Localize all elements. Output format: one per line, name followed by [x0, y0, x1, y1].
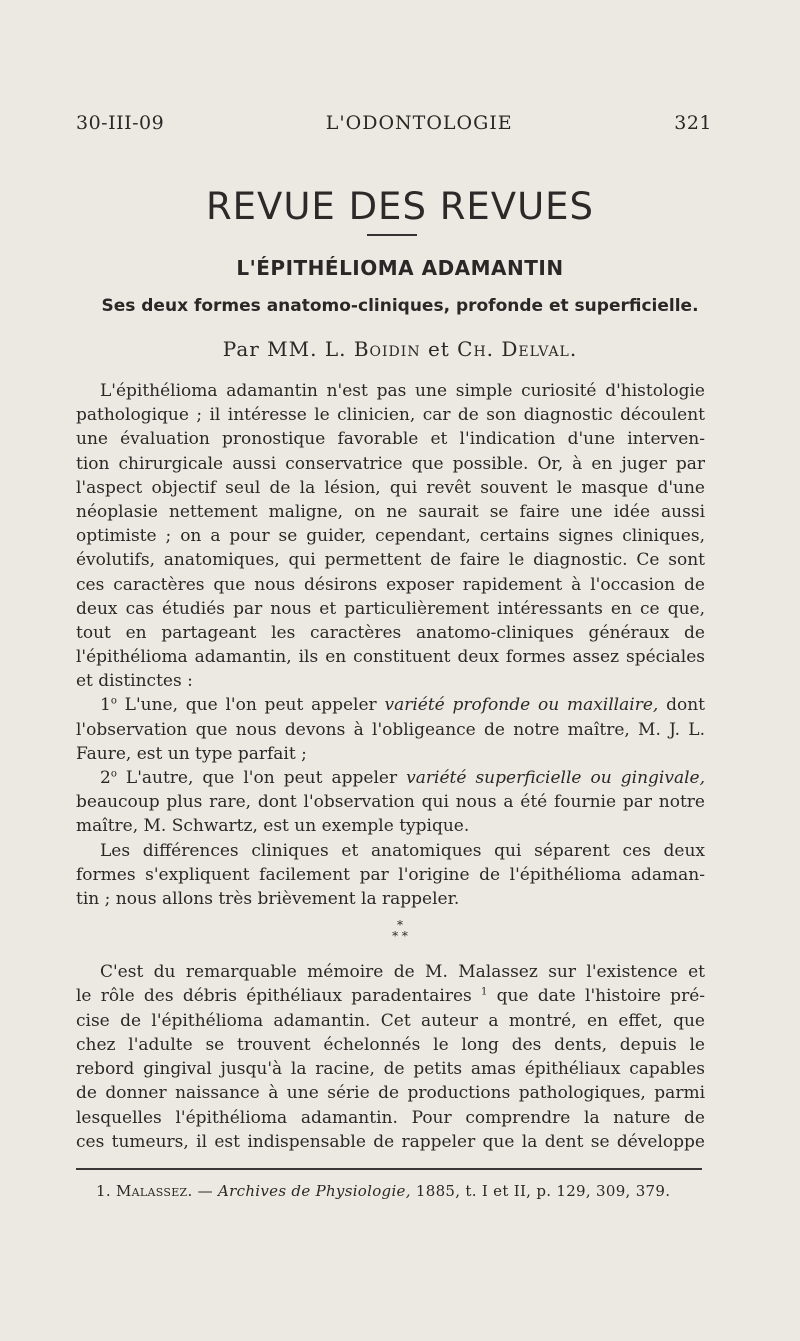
- footnote: [96, 1182, 705, 1200]
- text-line: pathologique ; il intéresse le clinicien, car de son diagnostic découlent: [76, 405, 705, 426]
- running-header: [76, 112, 712, 134]
- asterisk-top: *: [397, 918, 403, 932]
- title-divider: [367, 234, 417, 236]
- author-delval: Ch. Delval.: [457, 337, 578, 361]
- section-separator: [0, 920, 800, 942]
- text-line: tion chirurgicale aussi conservatrice que possible. Or, à en juger par: [76, 453, 705, 474]
- author-boidin: L. Boidin: [324, 337, 421, 361]
- footnote-author: Malassez.: [116, 1182, 193, 1200]
- asterisk-bottom: * *: [392, 929, 408, 943]
- text-line: une évaluation pronostique favorable et l'indication d'une interven-: [76, 429, 705, 450]
- issue-date: 30-III-09: [76, 112, 165, 134]
- text-line: optimiste ; on a pour se guider, cependant, certains signes cliniques,: [76, 526, 705, 547]
- article-subheading: Ses deux formes anatomo-cliniques, profonde et superficielle.: [101, 296, 699, 316]
- text-line: ces tumeurs, il est indispensable de rappeler que la dent se développe: [76, 1132, 705, 1153]
- text-line: et distinctes :: [76, 671, 193, 692]
- text-line: L'épithélioma adamantin n'est pas une simple curiosité d'histologie: [100, 381, 705, 401]
- section-title: REVUE DES REVUES: [205, 185, 595, 228]
- page-number: 321: [674, 112, 712, 134]
- text-line: évolutifs, anatomiques, qui permettent de faire le diagnostic. Ce sont: [76, 550, 705, 571]
- text-line: beaucoup plus rare, dont l'observation qui nous a été fournie par notre: [76, 792, 705, 813]
- text-line: Les différences cliniques et anatomiques qui séparent ces deux: [100, 840, 705, 861]
- article-authors: [0, 337, 800, 361]
- text-line: l'observation que nous devons à l'obligeance de notre maître, M. J. L.: [76, 719, 705, 740]
- text-line: lesquelles l'épithélioma adamantin. Pour comprendre la nature de: [76, 1107, 705, 1128]
- text-line: l'épithélioma adamantin, ils en constituent deux formes assez spéciales: [76, 647, 705, 668]
- footnote-divider: [76, 1168, 702, 1170]
- footnote-details: 1885, t. I et II, p. 129, 309, 379.: [415, 1182, 671, 1200]
- text-line: tout en partageant les caractères anatomo-cliniques généraux de: [76, 622, 705, 643]
- footnote-number: 1.: [96, 1182, 111, 1200]
- text-line-with-footnote: le rôle des débris épithéliaux paradentaires $^1$ que date l'histoire pré-: [76, 986, 705, 1007]
- text-line: Faure, est un type parfait ;: [76, 743, 307, 764]
- authors-conjunction: et: [427, 337, 450, 361]
- text-line: néoplasie nettement maligne, on ne saurait se faire une idée aussi: [76, 501, 705, 522]
- footnote-dash: —: [197, 1182, 213, 1200]
- text-line: rebord gingival jusqu'à la racine, de petits amas épithéliaux capables: [76, 1059, 705, 1080]
- list-item-1: 1$^o$ L'une, que l'on peut appeler variété profonde ou maxillaire, dont: [100, 695, 705, 716]
- text-line: ces caractères que nous désirons exposer rapidement à l'occasion de: [76, 574, 705, 595]
- article-body: [76, 379, 705, 911]
- authors-prefix: Par MM.: [222, 337, 318, 361]
- text-line: deux cas étudiés par nous et particulièrement intéressants en ce que,: [76, 598, 705, 619]
- text-line: de donner naissance à une série de productions pathologiques, parmi: [76, 1083, 705, 1104]
- article-body-continued: [76, 960, 705, 1154]
- article-heading: L'ÉPITHÉLIOMA ADAMANTIN: [236, 256, 564, 280]
- text-line: l'aspect objectif seul de la lésion, qui revêt souvent le masque d'une: [76, 477, 705, 498]
- footnote-journal: Archives de Physiologie,: [218, 1182, 411, 1200]
- footnote-ref: 1: [481, 986, 488, 998]
- list-item-2: 2$^o$ L'autre, que l'on peut appeler variété superficielle ou gingivale,: [100, 768, 705, 788]
- text-line: tin ; nous allons très brièvement la rappeler.: [76, 888, 460, 909]
- text-line: maître, M. Schwartz, est un exemple typique.: [76, 816, 470, 837]
- text-line: cise de l'épithélioma adamantin. Cet auteur a montré, en effet, que: [76, 1010, 705, 1031]
- text-line: C'est du remarquable mémoire de M. Malassez sur l'existence et: [100, 962, 705, 982]
- text-line: formes s'expliquent facilement par l'origine de l'épithélioma adaman-: [76, 864, 705, 885]
- journal-name: L'ODONTOLOGIE: [325, 112, 513, 134]
- text-line: chez l'adulte se trouvent échelonnés le long des dents, depuis le: [76, 1034, 705, 1055]
